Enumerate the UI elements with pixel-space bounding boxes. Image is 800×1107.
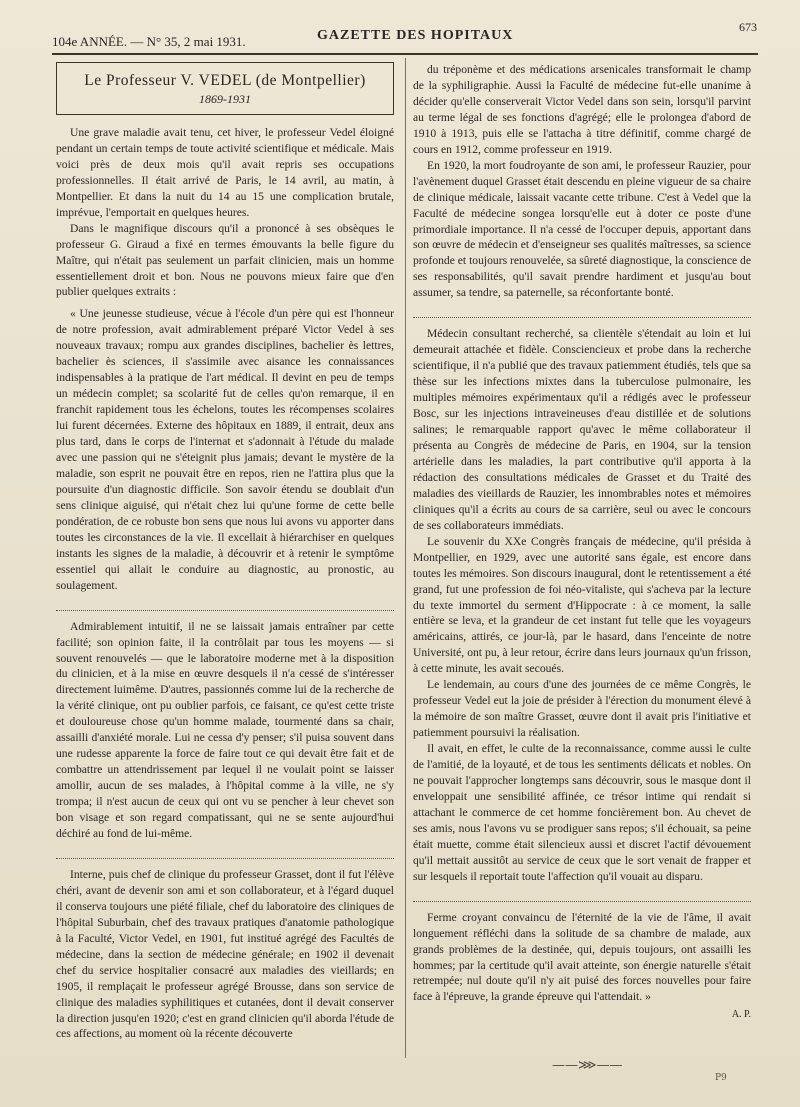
page-number: 673	[739, 20, 757, 34]
title-box	[56, 62, 394, 115]
paragraph: Interne, puis chef de clinique du professeur Grasset, dont il fut l'élève chéri, avant de devenir son ami et son collaborateur, et à l'égard duquel il conserva toujours une piété filiale, chef du laboratoire des cliniques de l'hôpital Suburbain, chef des travaux pratiques d'anatomie pathologique à la Faculté, Victor Vedel, en 1901, fut institué agrégé des Facultés de médecine, dans la section de médecine générale; en 1902 il devenait chef du service hospitalier consacré aux maladies des vieillards; en 1905, il remplaçait le professeur agrégé Brousse, dans son service de clinique des maladies syphilitiques et cutanées, dont il devait conserver la direction jusqu'en 1920; c'est en grand clinicien qu'il aborda l'étude de ces affections, au moment où la récente découverte	[56, 867, 394, 1041]
footer-mark: P9	[715, 1073, 727, 1083]
page-header	[52, 20, 757, 52]
right-column	[413, 62, 751, 1023]
paragraph: « Une jeunesse studieuse, vécue à l'école d'un père qui est l'honneur de notre profession, avait admirablement préparé Victor Vedel à ses nouveaux travaux; rompu aux grandes disciplines, bachelier ès lettres, bachelier ès sciences, il s'assimile avec aisance les connaissances indispensables à la pratique de l'art médical. Il devint en peu de temps un médecin complet; sa scolarité fut de celles qu'on remarque, il en franchit rapidement tous les échelons, toutes les récompenses scolaires lui furent décernées. Externe des hôpitaux en 1889, il entrait, deux ans plus tard, dans le corps de l'internat et s'adonnait à l'étude du malade avec une passion qui ne s'éteignit plus jamais; devant le mystère de la maladie, son esprit ne pouvait être en repos, rien ne l'attira plus que la poursuite d'un diagnostic difficile. Son savoir étendu se doublait d'un sens clinique aiguisé, qui n'était chez lui qu'une forme de cette belle pondération, de ce robuste bon sens que nous lui avons vu apporter dans toutes les circonstances de la vie. Il excellait à hiérarchiser en quelques instants les signes de la maladie, à découvrir et à retenir le symptôme essentiel qui allait le conduire au diagnostic, au pronostic, au soulagement.	[56, 307, 394, 592]
column-divider	[405, 58, 406, 1058]
paragraph: Une grave maladie avait tenu, cet hiver, le professeur Vedel éloigné pendant un certain temps de toute activité scientifique et médicale. Mais voici près de deux mois qu'il avait repris ses occupations professionnelles. Il était arrivé de Paris, le 14 avril, au matin, à Montpellier. Et dans la nuit du 14 au 15 une complication brutale, imprévue, l'emportait en quelques heures.	[56, 125, 394, 219]
left-column	[56, 62, 394, 1042]
dotted-separator	[413, 303, 751, 318]
header-rule	[52, 53, 758, 55]
signature: A. P.	[731, 1009, 751, 1021]
article-title: Le Professeur V. VEDEL (de Montpellier)	[84, 72, 366, 89]
paragraph: Dans le magnifique discours qu'il a prononcé à ses obsèques le professeur G. Giraud a fixé en termes émouvants la belle figure du Maître, qui n'était pas seulement un parfait clinicien, mais un homme essentiellement droit et bon. Nous ne pouvons mieux faire que d'en publier quelques extraits :	[56, 221, 394, 299]
dotted-separator	[413, 887, 751, 902]
issue-line: 104e ANNÉE. — N° 35, 2 mai 1931.	[52, 34, 246, 49]
journal-title: GAZETTE DES HOPITAUX	[317, 28, 514, 43]
paragraph: Ferme croyant convaincu de l'éternité de la vie de l'âme, il avait longuement réfléchi dans la solitude de sa chambre de malade, aux grands problèmes de la destinée, qui, depuis toujours, ont assailli les hommes; par la certitude qu'il avait atteinte, son énergie naturelle s'était retrempée; nul doute qu'il n'y ait puisé des forces nouvelles pour faire face à l'épreuve, la grande épreuve qui l'attendait. »	[413, 910, 751, 1004]
paragraph: Le souvenir du XXe Congrès français de médecine, qu'il présida à Montpellier, en 1929, avec une autorité sans égale, est encore dans toutes les mémoires. Son discours inaugural, dont le retentissement a été grand, fut une profession de foi néo-vitaliste, qui s'acheva par la lecture du texte immortel du serment d'Hippocrate : à ce moment, la salle entière se leva, et la grandeur de cet instant fut telle que les voyageurs américains, attirés, ce jour-là, par le hasard, dans l'enceinte de notre Université, ont pu, à leur retour, écrire dans leurs journaux qu'un frisson, à cette minute, les avait secoués.	[413, 534, 751, 676]
paragraph: En 1920, la mort foudroyante de son ami, le professeur Rauzier, pour l'avènement duquel Grasset était descendu en pleine vigueur de sa chaire de clinique médicale, laissait vacante cette tribune. C'est à Vedel que la Faculté de médecine songea lorsqu'elle eut à doter ce poste d'une primordiale importance. Il n'a cessé de l'occuper depuis, apportant dans son œuvre de médecin et d'enseigneur ses qualités maîtresses, sa science profonde et toujours renouvelée, sa sûreté diagnostique, la conscience de ses responsabilités, qu'il savait prendre hardiment et jusqu'au bout assumer, sa tendre, sa paternelle, sa réconfortante bonté.	[413, 158, 751, 300]
paragraph: du tréponème et des médications arsenicales transformait le champ de la syphiligraphie. Aussi la Faculté de médecine fut-elle unanime à décider qu'elle conserverait Victor Vedel dans son sein, lorsqu'il parvint au terme légal de ses fonctions d'agrégé; elle le prolongea d'abord de 1910 à 1913, puis elle se l'attacha à titre définitif, comme chargé de cours en 1912, comme professeur en 1919.	[413, 63, 751, 156]
ornament-divider: ——⋙——	[552, 1058, 623, 1073]
paragraph: Le lendemain, au cours d'une des journées de ce même Congrès, le professeur Vedel eut la joie de présider à l'érection du monument élevé à la mémoire de son maître Grasset, œuvre dont il avait pris l'initiative et patiemment poursuivi la réalisation.	[413, 678, 751, 740]
dotted-separator	[56, 596, 394, 611]
dotted-separator	[56, 844, 394, 859]
article-dates: 1869-1931	[199, 92, 251, 106]
paragraph: Admirablement intuitif, il ne se laissait jamais entraîner par cette facilité; son opinion faite, il la contrôlait par tous les moyens — si souvent renouvelés — que le laboratoire moderne met à la disposition du clinicien, et à la mise en œuvre desquels il n'a cessé de s'intéresser directement luimême. D'autres, passionnés comme lui de la recherche de la vérité clinique, ont pu oublier parfois, ce faisant, ce qu'est cette triste et douloureuse chose qu'un homme malade, tourmenté dans sa chair, assailli d'anxiété morale. Lui ne cessa d'y penser; s'il puisa souvent dans une rudesse apparente la force de faire tout ce qui devait être fait et de combattre un attendrissement par lequel il ne voulait point se laisser amollir, aucun de ses malades, à l'hôpital comme à la ville, ne s'y trompa; il n'est aucun de ceux qui ont vu se pencher à leur chevet son bon visage et son regard compatissant, qui ne se sente aujourd'hui déchiré au fond de lui-même.	[56, 619, 394, 840]
paragraph: Médecin consultant recherché, sa clientèle s'étendait au loin et lui demeurait attachée et fidèle. Consciencieux et probe dans la recherche scientifique, il n'a publié que des travaux patiemment étudiés, tels que sa thèse sur les infections mixtes dans la tuberculose pulmonaire, les multiples mémoires expérimentaux qu'il a rédigés avec le professeur Bosc, sur les injections intraveineuses d'eau distillée et de solutions salines; le remarquable rapport qu'avec le même collaborateur il présenta au Congrès de médecine de Paris, en 1904, sur la tension artérielle dans les maladies, la part contributive qu'il apporta à la rédaction des consultations médicales de Grasset et du Traité des maladies des vieillards de Rauzier, les innombrables notes et mémoires cliniques qu'il a écrits au cours de sa carrière, seul ou avec le concours de ses collaborateurs immédiats.	[413, 327, 751, 532]
paragraph: Il avait, en effet, le culte de la reconnaissance, comme aussi le culte de l'amitié, de la loyauté, et de tous les sentiments délicats et nobles. On ne pouvait l'approcher longtemps sans découvrir, sous le masque dont il enveloppait une sensibilité affinée, ce trésor intime qui rendait si attachant le commerce de cet homme foncièrement bon. Au chevet de ses amis, nous l'avons vu se prodiguer sans repos; s'il échouait, sa peine était muette, comme était silencieux aussi et discret l'actif dévouement qu'il mettait aussitôt au service de ceux que le sort venait de frapper et sur lesquels il reportait toute l'affection qu'il vouait au disparu.	[413, 742, 751, 883]
